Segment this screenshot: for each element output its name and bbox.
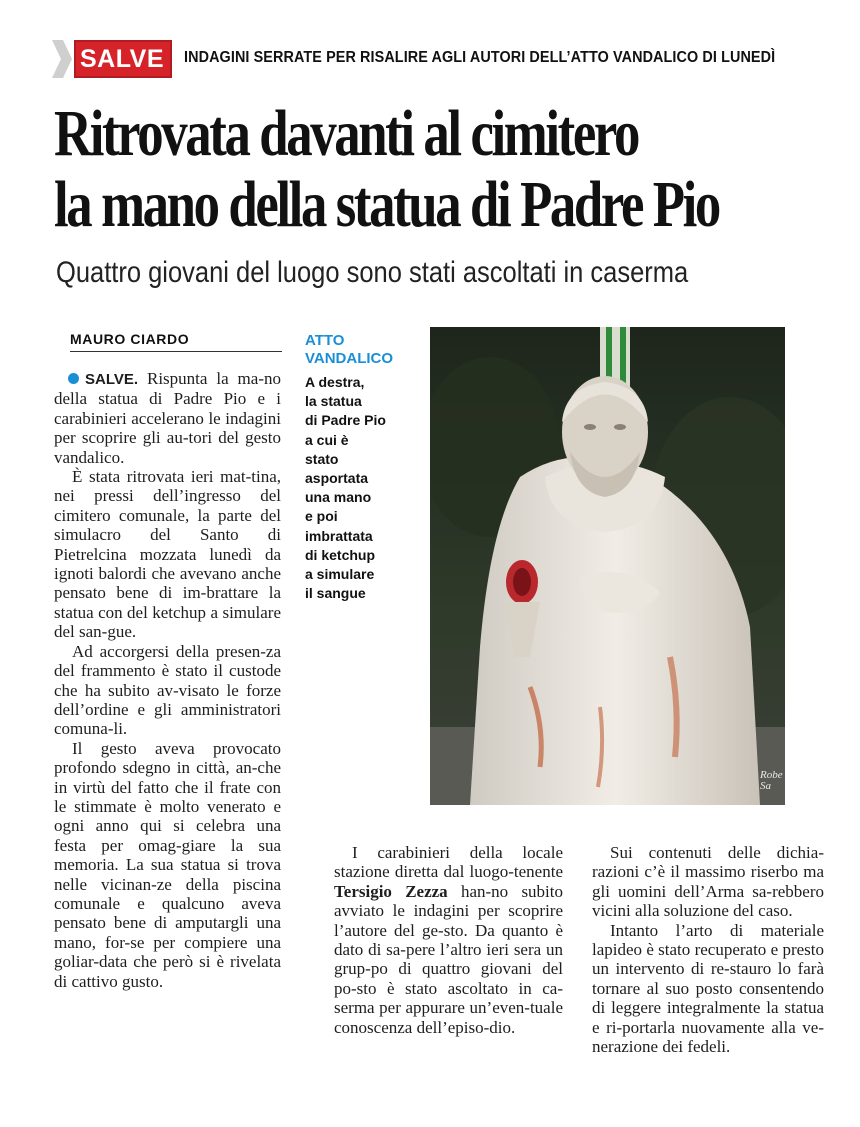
article-column-3 bbox=[592, 843, 824, 1056]
article-paragraph: È stata ritrovata ieri mat-tina, nei pressi dell’ingresso del cimitero comunale, la parte del simulacro del Santo di Pietrelcina mozzata lunedì da ignoti balordi che avevano anche pensato bene di im-brattare la statua con del ketchup a simulare del san-gue. bbox=[54, 467, 281, 642]
bullet-dot-icon bbox=[68, 373, 79, 384]
paragraph-text: I carabinieri della locale stazione diretta dal luogo-tenente bbox=[334, 843, 563, 882]
article-paragraph: Ad accorgersi della presen-za del frammento è stato il custode che ha subito av-visato le forze dell’ordine e gli amministratori comuna-li. bbox=[54, 641, 281, 739]
kicker-arrow-icon bbox=[52, 40, 72, 78]
article-paragraph: Sui contenuti delle dichia-razioni c’è il massimo riserbo ma gli uomini dell’Arma sa-rebbero vicini alla soluzione del caso. bbox=[592, 843, 824, 921]
subheadline: Quattro giovani del luogo sono stati ascoltati in caserma bbox=[56, 256, 689, 289]
caption-line: a simulare bbox=[305, 566, 375, 583]
article-paragraph: Il gesto aveva provocato profondo sdegno in città, an-che in virtù del fatto che il frate con le stimmate è molto venerato e ogni anno qui si celebra una festa per omag-giare la sua memoria. La sua statua si trova nelle vicinan-ze della piscina comunale e qualcuno aveva pensato bene di amputargli una mano, for-se per compiere una goliar-data che però si è rivelata di cattivo gusto. bbox=[54, 738, 281, 991]
article-column-2 bbox=[334, 843, 563, 1037]
headline-line-1: Ritrovata davanti al cimitero bbox=[54, 97, 638, 170]
statue-illustration bbox=[430, 327, 785, 805]
caption-line: imbrattata bbox=[305, 527, 373, 544]
headline bbox=[54, 98, 719, 240]
photo-caption bbox=[305, 373, 415, 603]
article-column-1 bbox=[54, 369, 281, 991]
paragraph-text: han-no subito avviato le indagini per scoprire l’autore del ge-sto. Da quanto è dato di sa-pere l’altro ieri sera un grup-po di quattro giovani del po-sto è stato ascoltato in ca-serma per appurare un’even-tuale conoscenza dell’episo-dio. bbox=[334, 881, 564, 1037]
photo-credit bbox=[760, 770, 783, 792]
caption-label-line: ATTO bbox=[305, 332, 345, 349]
article-paragraph bbox=[334, 843, 563, 1037]
kicker-text: INDAGINI SERRATE PER RISALIRE AGLI AUTORI DELL’ATTO VANDALICO DI LUNEDÌ bbox=[184, 49, 776, 66]
caption-line: asportata bbox=[305, 470, 369, 487]
dateline: SALVE. bbox=[85, 371, 139, 388]
caption-line: di Padre Pio bbox=[305, 412, 386, 429]
article-paragraph: Intanto l’arto di materiale lapideo è stato recuperato e presto un intervento di re-stauro lo farà tornare al suo posto consentendo di leggere integralmente la statua e ri-portarla nuovamente alla ve-nerazione dei fedeli. bbox=[592, 920, 824, 1057]
caption-line: stato bbox=[305, 450, 339, 467]
caption-label-line: VANDALICO bbox=[305, 350, 394, 367]
headline-line-2: la mano della statua di Padre Pio bbox=[54, 168, 719, 241]
byline: MAURO CIARDO bbox=[70, 331, 282, 352]
person-name: Tersigio Zezza bbox=[334, 881, 448, 901]
credit-line: Robe bbox=[760, 769, 783, 781]
caption-line: la statua bbox=[305, 393, 362, 410]
caption-line: il sangue bbox=[305, 585, 366, 602]
location-badge: SALVE bbox=[74, 40, 172, 78]
paragraph-text: Rispunta la ma-no della statua di Padre Pio e i carabinieri accelerano le indagini per scoprire gli au-tori del gesto vandalico. bbox=[54, 369, 281, 467]
caption-line: a cui è bbox=[305, 431, 349, 448]
article-paragraph bbox=[54, 369, 281, 467]
caption-line: A destra, bbox=[305, 374, 365, 390]
caption-line: una mano bbox=[305, 489, 372, 506]
caption-line: di ketchup bbox=[305, 546, 376, 563]
statue-photo bbox=[430, 327, 785, 805]
credit-line: Sa bbox=[760, 780, 771, 792]
caption-line: e poi bbox=[305, 508, 338, 525]
caption-label bbox=[305, 332, 415, 368]
